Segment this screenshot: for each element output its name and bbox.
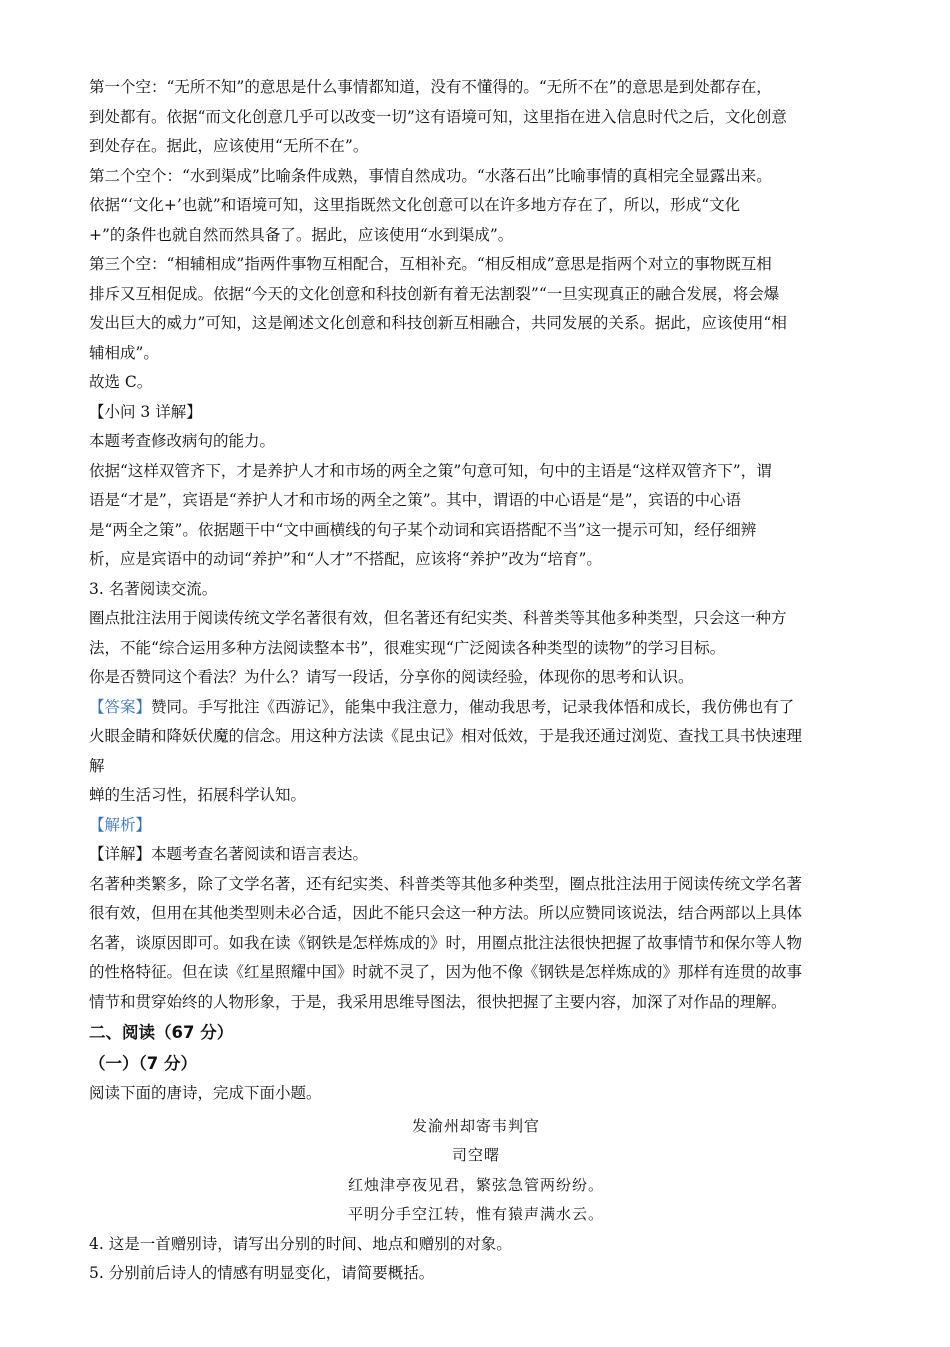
paragraph-line: 圈点批注法用于阅读传统文学名著很有效，但名著还有纪实类、科普类等其他多种类型，只会这一种方 xyxy=(89,609,787,627)
answer-text: 赞同。手写批注《西游记》，能集中我注意力，催动我思考，记录我体悟和成长，我仿佛也有了 xyxy=(151,697,795,716)
paragraph-line: 到处都有。依据“而文化创意几乎可以改变一切”这有语境可知，这里指在进入信息时代之后，文化创意 xyxy=(89,107,787,126)
paragraph-line: 你是否赞同这个看法？为什么？请写一段话，分享你的阅读经验，体现你的思考和认识。 xyxy=(89,668,694,686)
paragraph-line: +”的条件也就自然而然具备了。据此，应该使用“水到渠成”。 xyxy=(89,225,514,244)
paragraph-line: 到处存在。据此，应该使用“无所不在”。 xyxy=(89,137,369,155)
section-label-xiaowen3: 【小问 3 详解】 xyxy=(89,402,202,421)
subsection-heading: （一）（7 分） xyxy=(89,1054,197,1073)
paragraph-line: 解 xyxy=(89,756,105,775)
paragraph-line: 很有效，但用在其他类型则未必合适，因此不能只会这一种方法。所以应赞同该说法，结合两部以上具体 xyxy=(89,904,803,922)
paragraph-line: 是“两全之策”。依据题干中“文中画横线的句子某个动词和宾语搭配不当”这一提示可知，经仔细辨 xyxy=(89,520,757,539)
paragraph-line: 故选 C。 xyxy=(89,373,153,391)
paragraph-line: 【详解】本题考查名著阅读和语言表达。 xyxy=(89,845,369,863)
answer-tag: 【答案】 xyxy=(89,697,152,716)
question-5: 5. 分别前后诗人的情感有明显变化，请简要概括。 xyxy=(89,1264,435,1282)
paragraph-line: 语是“才是”，宾语是“养护人才和市场的两全之策”。其中，谓语的中心语是“是”，宾语的中心语 xyxy=(89,491,742,509)
paragraph-line: 本题考查修改病句的能力。 xyxy=(89,432,276,450)
paragraph-line: 依据“这样双管齐下，才是养护人才和市场的两全之策”句意可知，句中的主语是“这样双管齐下”，谓 xyxy=(89,461,772,480)
paragraph-line: 的性格特征。但在读《红星照耀中国》时就不灵了，因为他不像《钢铁是怎样炼成的》那样有连贯的故事 xyxy=(89,963,803,981)
question-4: 4. 这是一首赠别诗，请写出分别的时间、地点和赠别的对象。 xyxy=(89,1234,512,1253)
section-heading-reading: 二、阅读（67 分） xyxy=(89,1023,234,1042)
paragraph-line: 名著，谈原因即可。如我在读《钢铁是怎样炼成的》时，用圈点批注法很快把握了故事情节和保尔等人物 xyxy=(89,933,803,952)
paragraph-line: 发出巨大的威力”可知，这是阐述文化创意和科技创新互相融合，共同发展的关系。据此，应该使用“相 xyxy=(89,314,787,332)
paragraph-line: 火眼金睛和降妖伏魔的信念。用这种方法读《昆虫记》相对低效，于是我还通过浏览、查找工具书快速理 xyxy=(89,727,803,745)
question-3-title: 3. 名著阅读交流。 xyxy=(89,579,218,598)
poem-line: 红烛津亭夜见君，繁弦急管两纷纷。 xyxy=(347,1175,604,1194)
answer-line xyxy=(89,693,863,723)
poem-author: 司空曙 xyxy=(451,1146,500,1164)
paragraph-line: 依据“‘文化+’也就”和语境可知，这里指既然文化创意可以在许多地方存在了，所以，形成“文化 xyxy=(89,196,741,214)
paragraph-line: 第二个空个：“水到渠成”比喻条件成熟，事情自然成功。“水落石出”比喻事情的真相完全显露出来。 xyxy=(89,166,772,185)
paragraph-line: 排斥又互相促成。依据“今天的文化创意和科技创新有着无法割裂”“一旦实现真正的融合发展，将会爆 xyxy=(89,284,780,303)
paragraph-line: 蝉的生活习性，拓展科学认知。 xyxy=(89,786,307,804)
paragraph-line: 辅相成”。 xyxy=(89,343,159,362)
document-page xyxy=(89,73,863,1289)
paragraph-line: 法，不能“综合运用多种方法阅读整本书”，很难实现“广泛阅读各种类型的读物”的学习目标。 xyxy=(89,638,726,657)
paragraph-line: 情节和贯穿始终的人物形象，于是，我采用思维导图法，很快把握了主要内容，加深了对作品的理解。 xyxy=(89,992,787,1011)
paragraph-line: 第一个空：“无所不知”的意思是什么事情都知道，没有不懂得的。“无所不在”的意思是到处都存在， xyxy=(89,78,772,96)
poem-line: 平明分手空江转，惟有猿声满水云。 xyxy=(347,1205,604,1223)
paragraph-line: 第三个空：“相辅相成”指两件事物互相配合，互相补充。“相反相成”意思是指两个对立的事物既互相 xyxy=(89,255,772,273)
poem-title: 发渝州却寄韦判官 xyxy=(411,1116,540,1135)
paragraph-line: 阅读下面的唐诗，完成下面小题。 xyxy=(89,1084,322,1102)
paragraph-line: 析，应是宾语中的动词“养护”和“人才”不搭配，应该将“养护”改为“培育”。 xyxy=(89,550,602,568)
analysis-tag: 【解析】 xyxy=(89,815,152,834)
paragraph-line: 名著种类繁多，除了文学名著，还有纪实类、科普类等其他多种类型，圈点批注法用于阅读传统文学名著 xyxy=(89,874,803,893)
